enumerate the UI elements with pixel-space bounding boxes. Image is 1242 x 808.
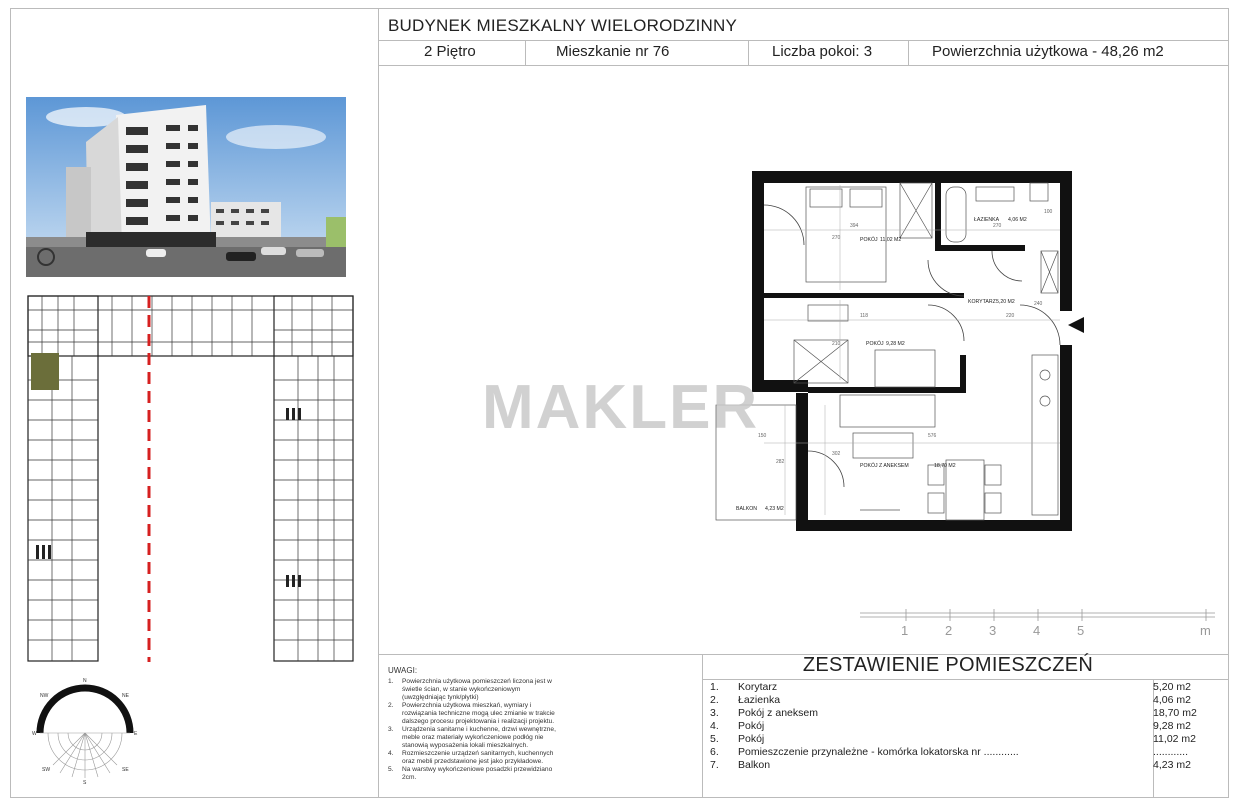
plan-label-korytarz-area: 5,20 M2 <box>996 299 1015 305</box>
plan-label-korytarz: KORYTARZ <box>968 299 996 305</box>
page-title: BUDYNEK MIESZKALNY WIELORODZINNY <box>388 16 737 35</box>
divider <box>702 679 1229 680</box>
divider <box>378 8 379 798</box>
dim-label: 270 <box>832 235 841 241</box>
plan-label-balkon: BALKON <box>736 506 758 512</box>
divider <box>908 40 909 65</box>
summary-row: 6. Pomieszczenie przynależne - komórka lokatorska nr ............ ............ <box>710 746 1189 758</box>
summary-row: 5. Pokój 11,02 m2 <box>710 733 1196 745</box>
dim-label: 282 <box>776 459 785 465</box>
note-item: 3. Urządzenia sanitarne i kuchenne, drzwi wewnętrzne, meble oraz materiały wykończeniowe podłóg nie stanowią wyposażenia lokali mieszkalnych. <box>388 726 556 749</box>
scale-tick: 4 <box>1033 623 1041 638</box>
compass-label-s: S <box>83 780 87 785</box>
note-item: 5. Na warstwy wykończeniowe posadzki przewidziano 2cm. <box>388 766 553 781</box>
plan-label-pokoj-2-area: 9,28 M2 <box>886 341 905 347</box>
compass-label-sw: SW <box>42 767 51 773</box>
compass-rose <box>30 675 140 785</box>
dim-label: 394 <box>850 223 859 229</box>
dim-label: 210 <box>832 341 841 347</box>
compass-label-e: E <box>134 731 138 737</box>
scale-tick: 2 <box>945 623 953 638</box>
compass-label-ne: NE <box>122 693 129 699</box>
dim-label: 240 <box>1034 301 1043 307</box>
compass-label-nw: NW <box>40 693 49 699</box>
plan-label-pokoj-1: POKÓJ <box>860 237 878 243</box>
summary-row: 4. Pokój 9,28 m2 <box>710 720 1191 732</box>
area-label: Powierzchnia użytkowa - 48,26 m2 <box>932 43 1164 60</box>
building-photo <box>26 97 346 277</box>
plan-label-aneks: POKÓJ Z ANEKSEM <box>860 463 909 469</box>
dim-label: 270 <box>993 223 1002 229</box>
dim-label: 100 <box>1044 209 1053 215</box>
dim-label: 150 <box>758 433 767 439</box>
note-item: 4. Rozmieszczenie urządzeń sanitarnych, kuchennych oraz mebli przedstawione jest jako przykładowe. <box>388 750 554 765</box>
plan-label-aneks-area: 18,70 M2 <box>934 463 956 469</box>
plan-label-pokoj-2: POKÓJ <box>866 341 884 347</box>
summary-title: ZESTAWIENIE POMIESZCZEŃ <box>802 654 1094 676</box>
divider <box>378 40 1229 41</box>
divider <box>378 65 1229 66</box>
plan-label-balkon-area: 4,23 M2 <box>765 506 784 512</box>
note-item: 1. Powierzchnia użytkowa pomieszczeń liczona jest w świetle ścian, w stanie wykończeniowym (uwzględniając tynk/płytki) <box>388 678 552 701</box>
dim-label: 220 <box>1006 313 1015 319</box>
dim-label: 118 <box>860 313 868 319</box>
dim-label: 576 <box>928 433 937 439</box>
scale-tick: 3 <box>989 623 997 638</box>
compass-label-se: SE <box>122 767 129 773</box>
plan-label-pokoj-1-area: 11,02 M2 <box>880 237 902 243</box>
summary-row: 1. Korytarz 5,20 m2 <box>710 681 1191 693</box>
apartment-floor-plan <box>710 165 1090 545</box>
apartment-label: Mieszkanie nr 76 <box>556 43 670 60</box>
divider <box>702 654 703 798</box>
summary-row: 2. Łazienka 4,06 m2 <box>710 694 1191 706</box>
summary-row: 7. Balkon 4,23 m2 <box>710 759 1191 771</box>
compass-label-w: W <box>32 731 37 737</box>
notes <box>388 667 698 782</box>
dim-label: 302 <box>832 451 841 457</box>
divider <box>748 40 749 65</box>
notes-heading: UWAGI: <box>388 666 418 675</box>
note-item: 2. Powierzchnia użytkowa mieszkań, wymiary i rozwiązania techniczne mogą ulec zmianie w trakcie dalszego procesu projektowania i realizacji projektu. <box>388 702 555 725</box>
scale-tick: 1 <box>901 623 909 638</box>
floor-label: 2 Piętro <box>424 43 476 60</box>
scale-tick: 5 <box>1077 623 1085 638</box>
compass-label-n: N <box>83 678 87 684</box>
site-plan <box>22 290 362 665</box>
apartment-highlight <box>31 353 59 390</box>
plan-label-lazienka-area: 4,06 M2 <box>1008 217 1027 223</box>
watermark: MAKLER <box>482 373 760 442</box>
divider <box>525 40 526 65</box>
plan-label-lazienka: ŁAZIENKA <box>974 217 1000 223</box>
rooms-count-label: Liczba pokoi: 3 <box>772 43 873 60</box>
scale-unit: m <box>1200 623 1211 638</box>
summary-row: 3. Pokój z aneksem 18,70 m2 <box>710 707 1197 719</box>
scale-bar <box>860 605 1220 645</box>
